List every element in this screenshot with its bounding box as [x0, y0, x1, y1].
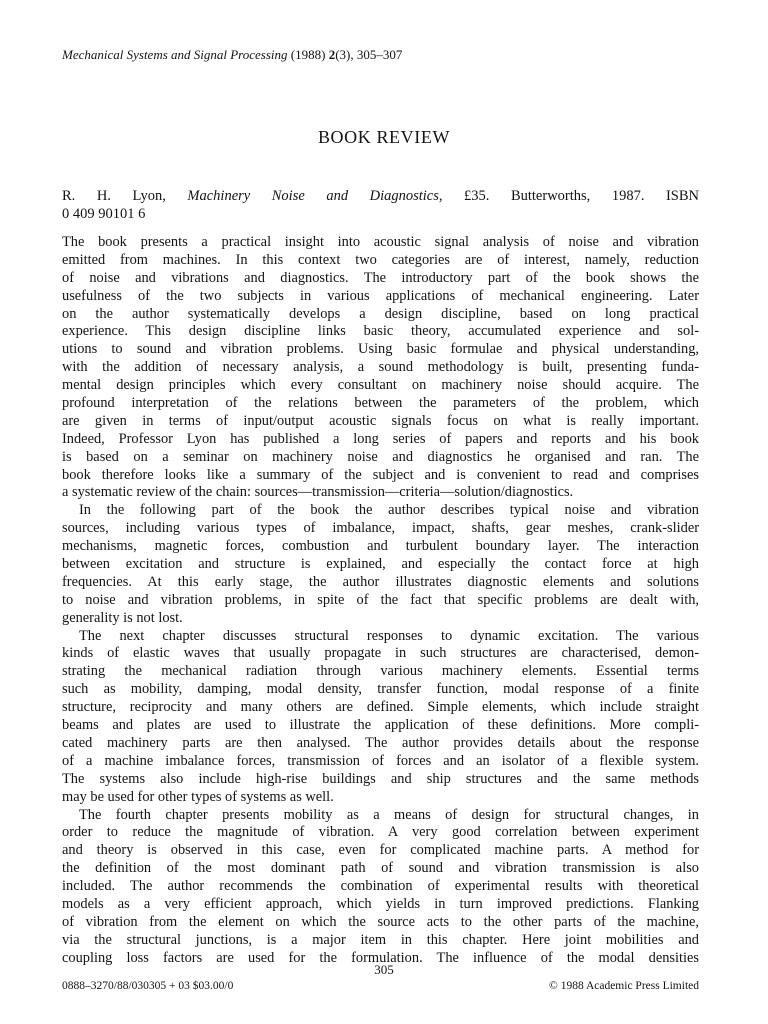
citation-book-title: Machinery Noise and Diagnostics,	[187, 188, 443, 204]
book-citation	[62, 187, 699, 223]
body-line: on the author systematically develops a design discipline, based on long practical	[62, 305, 699, 322]
body-line: is based on a seminar on machinery noise and diagnostics he organised and ran. The	[62, 448, 699, 465]
body-line: of vibration from the element on which the source acts to the other parts of the machine,	[62, 913, 699, 930]
page-title: BOOK REVIEW	[317, 127, 451, 147]
footer-code: 0888–3270/88/030305 + 03 $03.00/0	[62, 980, 234, 992]
body-line: are given in terms of input/output acoustic signals focus on what is really important.	[62, 412, 699, 429]
journal-year: (1988)	[290, 47, 326, 62]
body-line: sources, including various types of imbalance, impact, shafts, gear meshes, crank-slider	[62, 520, 699, 537]
body-line: included. The author recommends the combination of experimental results with theoretical	[62, 878, 699, 895]
page-number: 305	[374, 962, 394, 977]
body-line: mental design principles which every consultant on machinery noise should acquire. The	[62, 377, 699, 394]
review-body	[62, 234, 699, 968]
footer-copyright	[549, 979, 699, 993]
body-line: kinds of elastic waves that usually propagate in such structures are characterised, demon-	[62, 645, 699, 662]
body-line: profound interpretation of the relations between the parameters of the problem, which	[62, 395, 699, 412]
body-line: usefulness of the two subjects in various applications of mechanical engineering. Later	[62, 287, 699, 304]
journal-name: Mechanical Systems and Signal Processing	[62, 47, 288, 62]
body-line: The book presents a practical insight into acoustic signal analysis of noise and vibration	[62, 234, 699, 250]
body-line: experience. This design discipline links basic theory, accumulated experience and sol-	[62, 323, 699, 340]
body-line: a systematic review of the chain: sources—transmission—criteria—solution/diagnostics.	[62, 484, 574, 501]
body-line: to noise and vibration problems, in spite of the fact that specific problems are dealt with,	[62, 591, 699, 608]
citation-details: £35. Butterworths, 1987. ISBN	[464, 188, 700, 204]
journal-issue-pages: (3), 305–307	[335, 47, 403, 62]
body-line: The systems also include high-rise buildings and ship structures and the same methods	[62, 770, 699, 787]
body-line: cated machinery parts are then analysed. The author provides details about the response	[62, 734, 699, 751]
body-line: of a machine imbalance forces, transmission of forces and an isolator of a flexible system.	[62, 752, 699, 769]
body-line: generality is not lost.	[62, 609, 183, 626]
body-line: of noise and vibrations and diagnostics. The introductory part of the book shows the	[62, 269, 699, 286]
citation-line	[62, 187, 699, 205]
body-line: such as mobility, damping, modal density, transfer function, modal response of a finite	[62, 681, 699, 698]
body-line: The fourth chapter presents mobility as a means of design for structural changes, in	[79, 806, 699, 823]
copyright-icon: ©	[548, 980, 558, 992]
body-line: the definition of the most dominant path of sound and vibration transmission is also	[62, 860, 699, 877]
body-line: mechanisms, magnetic forces, combustion and turbulent boundary layer. The interaction	[62, 538, 699, 555]
copyright-text: 1988 Academic Press Limited	[560, 980, 699, 992]
citation-author: R. H. Lyon,	[62, 188, 166, 204]
journal-volume: 2	[328, 47, 336, 62]
body-line: order to reduce the magnitude of vibration. A very good correlation between experiment	[62, 824, 699, 841]
body-line: frequencies. At this early stage, the author illustrates diagnostic elements and solutions	[62, 573, 699, 590]
body-line: coupling loss factors are used for the formulation. The influence of the modal densities	[62, 949, 699, 966]
body-line: and theory is observed in this case, even for complicated machine parts. A method for	[62, 842, 699, 859]
citation-isbn: 0 409 90101 6	[62, 206, 146, 222]
body-line: structure, reciprocity and many others are defined. Simple elements, which include straight	[62, 699, 699, 716]
body-line: with the addition of necessary analysis, a sound methodology is built, presenting funda-	[62, 359, 699, 376]
body-line: via the structural junctions, is a major item in this chapter. Here joint mobilities and	[62, 931, 699, 948]
body-line: beams and plates are used to illustrate the application of these definitions. More compli-	[62, 717, 699, 734]
body-line: between excitation and structure is explained, and especially the contact force at high	[62, 556, 699, 573]
body-line: In the following part of the book the author describes typical noise and vibration	[79, 502, 699, 519]
body-line: emitted from machines. In this context two categories are of interest, namely, reduction	[62, 251, 699, 268]
body-line: The next chapter discusses structural responses to dynamic excitation. The various	[79, 627, 699, 644]
body-line: models as a very efficient approach, which yields in turn improved predictions. Flanking	[62, 895, 699, 912]
running-head	[62, 47, 402, 63]
body-line: Indeed, Professor Lyon has published a long series of papers and reports and his book	[62, 430, 699, 447]
body-line: book therefore looks like a summary of the subject and is convenient to read and comprises	[62, 466, 699, 483]
body-line: utions to sound and vibration problems. Using basic formulae and physical understanding,	[62, 341, 699, 358]
body-line: strating the mechanical radiation through various machinery elements. Essential terms	[62, 663, 699, 680]
body-line: may be used for other types of systems as well.	[62, 788, 334, 805]
